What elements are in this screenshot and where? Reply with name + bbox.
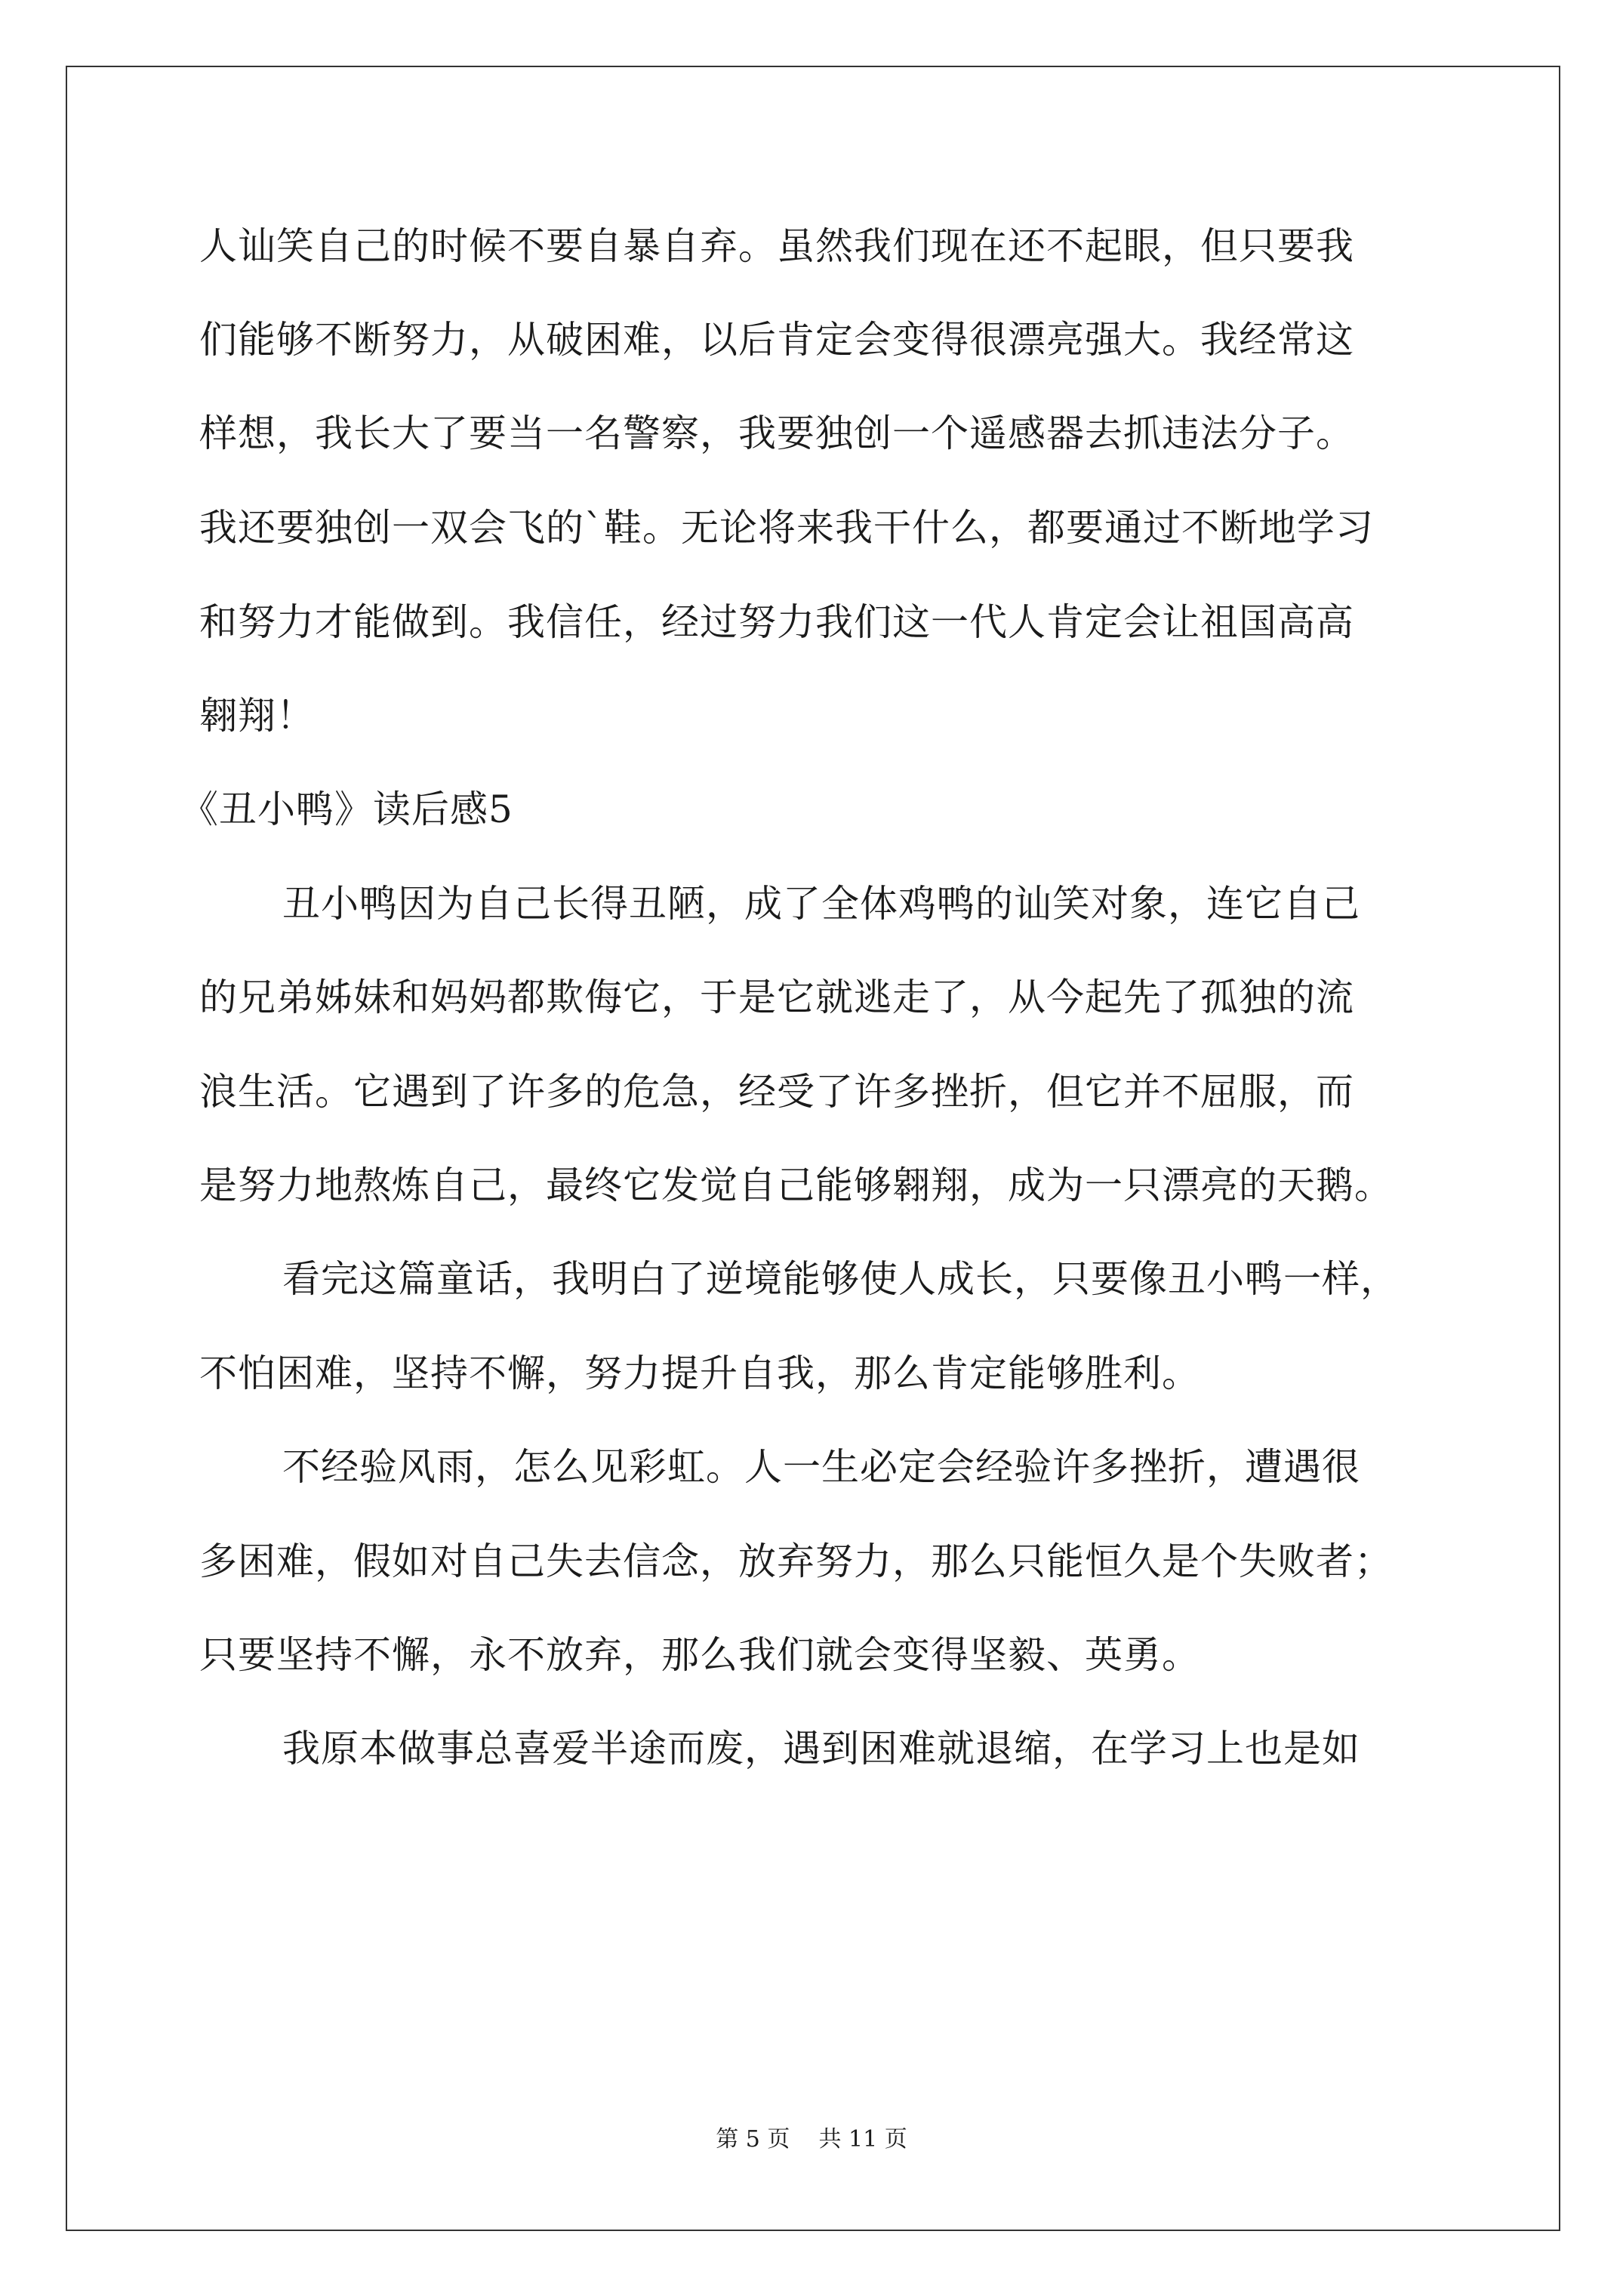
- text-line: 多困难，假如对自己失去信念，放弃努力，那么只能恒久是个失败者；: [199, 1539, 1393, 1583]
- text-line: 们能够不断努力，从破困难，以后肯定会变得很漂亮强大。我经常这: [199, 318, 1354, 362]
- text-line: 是努力地熬炼自己，最终它发觉自己能够翱翔，成为一只漂亮的天鹅。: [199, 1163, 1393, 1207]
- section-heading: 《丑小鸭》读后感5: [180, 787, 513, 831]
- text-line: 我还要独创一双会飞的`鞋。无论将来我干什么，都要通过不断地学习: [199, 506, 1374, 550]
- paragraph-start-line: 看完这篇童话，我明白了逆境能够使人成长，只要像丑小鸭一样，: [282, 1257, 1399, 1301]
- paragraph-start-line: 不经验风雨，怎么见彩虹。人一生必定会经验许多挫折，遭遇很: [282, 1445, 1360, 1489]
- page-footer: 第 5 页 共 11 页: [716, 2126, 907, 2153]
- text-line: 样想，我长大了要当一名警察，我要独创一个遥感器去抓违法分子。: [199, 411, 1354, 455]
- text-line: 人讪笑自己的时候不要自暴自弃。虽然我们现在还不起眼，但只要我: [199, 224, 1354, 268]
- paragraph-start-line: 丑小鸭因为自己长得丑陋，成了全体鸡鸭的讪笑对象，连它自己: [282, 882, 1360, 926]
- text-line: 只要坚持不懈，永不放弃，那么我们就会变得坚毅、英勇。: [199, 1633, 1200, 1677]
- text-line: 的兄弟姊妹和妈妈都欺侮它，于是它就逃走了，从今起先了孤独的流: [199, 975, 1354, 1019]
- page-border: [66, 66, 1560, 2231]
- text-line: 翱翔！: [199, 694, 315, 738]
- text-line: 浪生活。它遇到了许多的危急，经受了许多挫折，但它并不屈服，而: [199, 1070, 1354, 1114]
- text-line: 和努力才能做到。我信任，经过努力我们这一代人肯定会让祖国高高: [199, 600, 1354, 644]
- text-line: 不怕困难，坚持不懈，努力提升自我，那么肯定能够胜利。: [199, 1351, 1200, 1395]
- paragraph-start-line: 我原本做事总喜爱半途而废，遇到困难就退缩，在学习上也是如: [282, 1727, 1360, 1771]
